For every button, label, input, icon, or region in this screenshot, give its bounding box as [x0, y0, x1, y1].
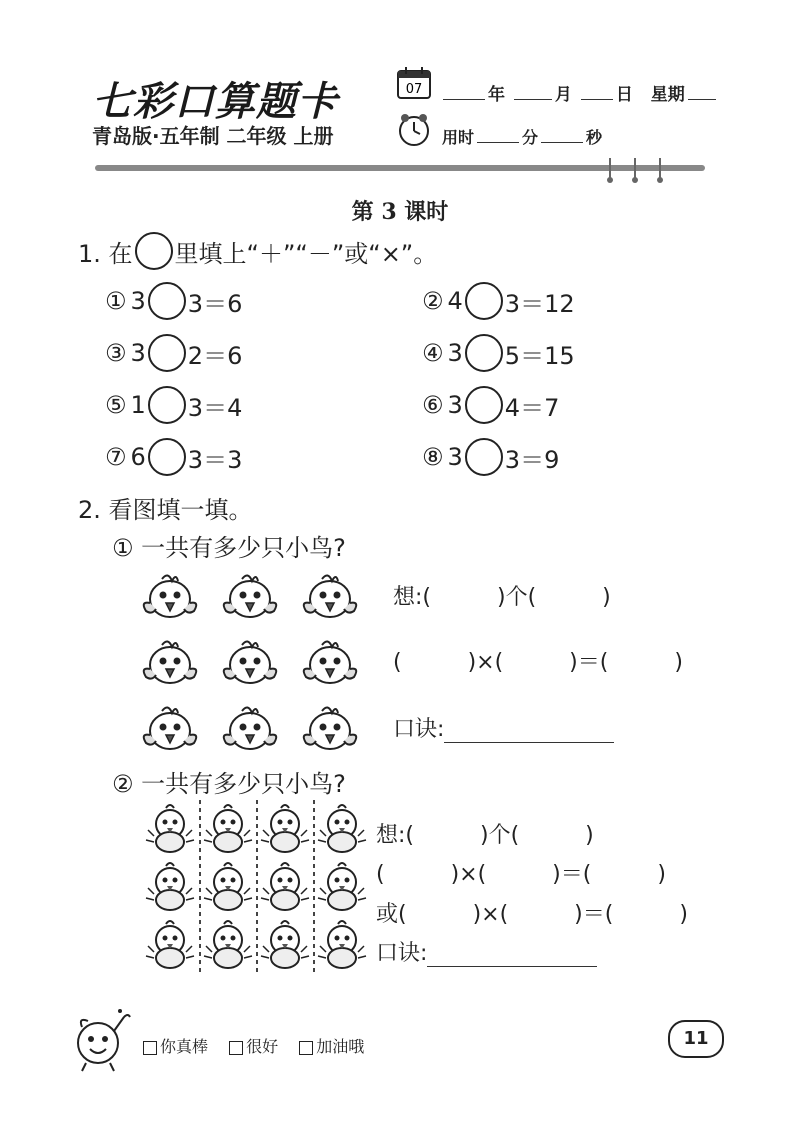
item-number: ⑦: [105, 443, 127, 471]
left-operand: 4: [447, 287, 463, 315]
q2-part2-question: ② 一共有多少只小鸟?: [112, 770, 346, 798]
rule-decoration-icon: [600, 158, 670, 184]
q1-item-6: [422, 386, 559, 424]
chick-icon: [204, 921, 252, 968]
q1-item-1: [105, 282, 242, 320]
rating-good-label: 很好: [246, 1037, 279, 1056]
q1-item-3: [105, 334, 242, 372]
p1-rhyme-label: 口诀:: [393, 717, 445, 742]
p1-rhyme-blank[interactable]: [444, 716, 614, 743]
year-blank[interactable]: [443, 83, 485, 100]
chick-icon: [318, 863, 366, 910]
item-number: ⑧: [422, 443, 444, 471]
left-operand: 3: [447, 443, 463, 471]
chick-icon: [261, 863, 309, 910]
operator-circle[interactable]: [465, 334, 503, 372]
year-label: 年: [488, 85, 505, 105]
chick-icon: [224, 641, 277, 683]
chick-icon: [144, 575, 197, 617]
calendar-icon: [396, 66, 432, 100]
chick-icon: [261, 921, 309, 968]
chick-icon: [261, 805, 309, 852]
chick-grid-1: [142, 565, 367, 760]
operator-circle[interactable]: [148, 386, 186, 424]
page-number: 11: [668, 1020, 724, 1058]
left-operand: 1: [130, 391, 146, 419]
weekday-label: 星期: [650, 85, 685, 105]
date-line: [440, 80, 719, 105]
chick-icon: [146, 921, 194, 968]
item-number: ⑤: [105, 391, 127, 419]
clock-icon: [396, 112, 432, 148]
chick-icon: [304, 641, 357, 683]
chick-grid-2: [140, 800, 370, 980]
q1-prefix: 1. 在: [78, 239, 133, 268]
right-side: 3＝9: [504, 445, 560, 474]
left-operand: 3: [130, 287, 146, 315]
p2-rhyme-blank[interactable]: [427, 940, 597, 967]
mascot-icon: [68, 1005, 134, 1075]
rating-good[interactable]: [229, 1037, 278, 1056]
month-label: 月: [554, 85, 572, 105]
right-side: 3＝6: [187, 289, 243, 318]
q1-item-7: [105, 438, 242, 476]
item-number: ④: [422, 339, 444, 367]
time-line: [442, 125, 602, 148]
p2-rhyme-line: [376, 936, 597, 967]
right-side: 3＝3: [187, 445, 243, 474]
q1-item-2: [422, 282, 575, 320]
operator-circle[interactable]: [148, 282, 186, 320]
chick-icon: [146, 805, 194, 852]
left-operand: 3: [447, 391, 463, 419]
day-blank[interactable]: [581, 83, 613, 100]
left-operand: 6: [130, 443, 146, 471]
weekday-blank[interactable]: [688, 83, 716, 100]
p2-think-line[interactable]: 想:( )个( ): [376, 823, 594, 848]
item-number: ①: [105, 287, 127, 315]
day-label: 日: [615, 85, 633, 105]
right-side: 2＝6: [187, 341, 243, 370]
item-number: ②: [422, 287, 444, 315]
rating-keep-going[interactable]: [299, 1037, 364, 1056]
lesson-title: 第 3 课时: [351, 199, 449, 225]
p2-rhyme-label: 口诀:: [376, 941, 428, 966]
rating-keep-going-label: 加油哦: [316, 1037, 365, 1056]
p2-formula-alt-line[interactable]: 或( )×( )＝( ): [376, 902, 688, 927]
p1-think-line[interactable]: 想:( )个( ): [393, 585, 611, 610]
q1-suffix: 里填上“＋”“－”或“×”。: [174, 239, 438, 268]
brand-title: 七彩口算题卡: [92, 78, 338, 125]
right-side: 4＝7: [504, 393, 560, 422]
seconds-blank[interactable]: [541, 126, 583, 143]
checkbox-icon[interactable]: [229, 1041, 243, 1055]
chick-icon: [318, 805, 366, 852]
right-side: 5＝15: [504, 341, 575, 370]
month-blank[interactable]: [514, 83, 552, 100]
minutes-blank[interactable]: [477, 126, 519, 143]
chick-icon: [144, 641, 197, 683]
seconds-label: 秒: [586, 128, 603, 147]
chick-icon: [304, 707, 357, 749]
p2-formula-line[interactable]: ( )×( )＝( ): [376, 862, 666, 887]
chick-icon: [318, 921, 366, 968]
q1-item-8: [422, 438, 559, 476]
calendar-icon-text: 07: [405, 82, 423, 97]
rating-row: [143, 1034, 380, 1057]
q1-instruction: [78, 232, 437, 270]
operator-circle[interactable]: [465, 282, 503, 320]
minutes-label: 分: [522, 128, 539, 147]
rating-great-label: 你真棒: [160, 1037, 209, 1056]
operator-circle[interactable]: [148, 438, 186, 476]
checkbox-icon[interactable]: [143, 1041, 157, 1055]
chick-icon: [304, 575, 357, 617]
item-number: ⑥: [422, 391, 444, 419]
book-subtitle: 青岛版·五年制 二年级 上册: [92, 124, 334, 148]
chick-icon: [204, 863, 252, 910]
rating-great[interactable]: [143, 1037, 208, 1056]
operator-circle[interactable]: [148, 334, 186, 372]
chick-icon: [224, 575, 277, 617]
checkbox-icon[interactable]: [299, 1041, 313, 1055]
right-side: 3＝4: [187, 393, 243, 422]
operator-circle[interactable]: [465, 438, 503, 476]
item-number: ③: [105, 339, 127, 367]
chick-icon: [144, 707, 197, 749]
q1-item-5: [105, 386, 242, 424]
q1-item-4: [422, 334, 575, 372]
right-side: 3＝12: [504, 289, 575, 318]
time-used-label: 用时: [442, 128, 475, 147]
chick-icon: [204, 805, 252, 852]
q2-title: 2. 看图填一填。: [78, 496, 253, 524]
q2-part1-question: ① 一共有多少只小鸟?: [112, 534, 346, 562]
instruction-circle: [135, 232, 173, 270]
operator-circle[interactable]: [465, 386, 503, 424]
p1-rhyme-line: [393, 712, 614, 743]
left-operand: 3: [447, 339, 463, 367]
left-operand: 3: [130, 339, 146, 367]
chick-icon: [146, 863, 194, 910]
p1-formula-line[interactable]: ( )×( )＝( ): [393, 650, 683, 675]
chick-icon: [224, 707, 277, 749]
